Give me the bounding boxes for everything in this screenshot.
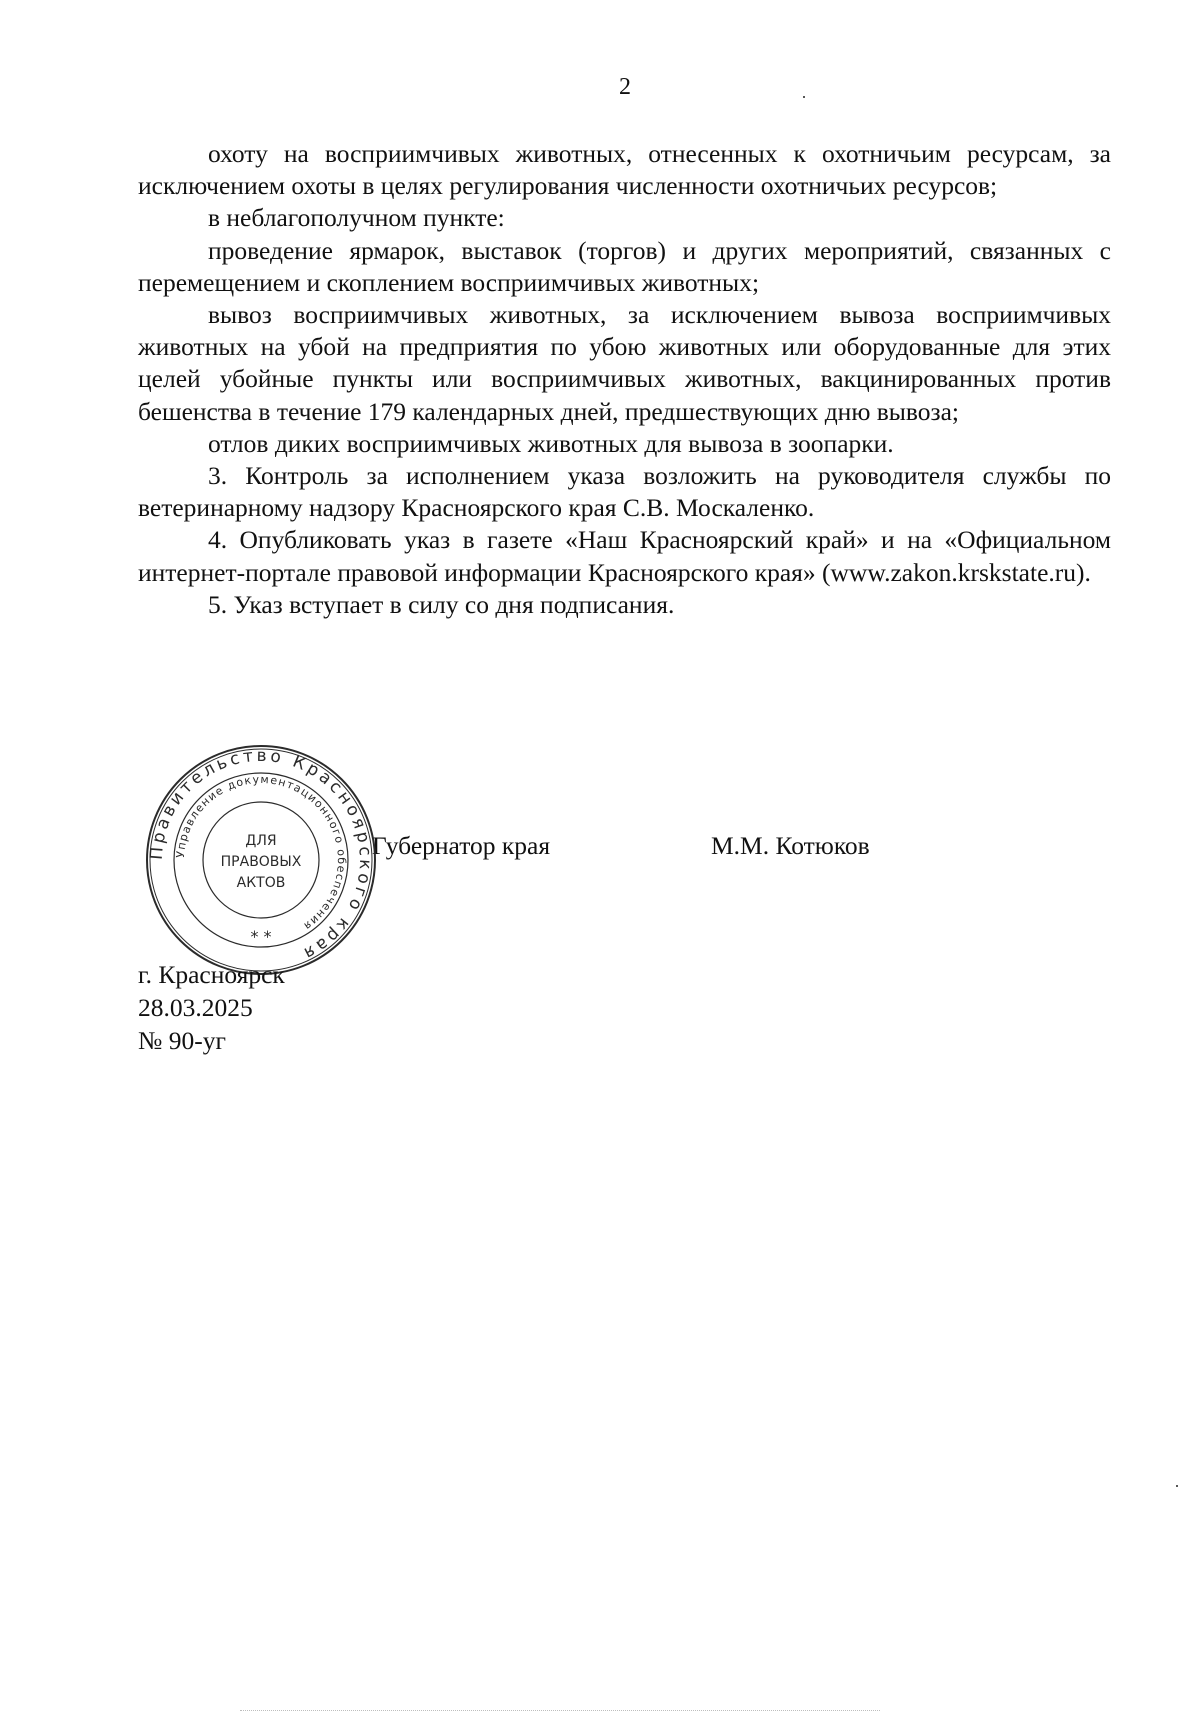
signer-position: Губернатор края	[372, 831, 551, 860]
paragraph: охоту на восприимчивых животных, отнесенных к охотничьим ресурсам, за исключением охоты в целях регулирования численности охотничьих ресурсов;	[138, 139, 1111, 201]
stamp-center-line: АКТОВ	[236, 875, 286, 891]
stamp-inner-text: Управление документационного обеспечения	[173, 772, 349, 934]
stamp-stars: * *	[250, 927, 272, 946]
page-number: 2	[619, 74, 631, 100]
paragraph: вывоз восприимчивых животных, за исключением вывоза восприимчивых животных на убой на предприятия по убою животных или оборудованные для этих целей убойные пункты или восприимчивых животных, вакцинированных против бешенства в течение 179 календарных дней, предшествующих дню вывоза;	[138, 300, 1111, 426]
scan-edge-line	[240, 1710, 880, 1711]
document-number: № 90-уг	[138, 1026, 226, 1055]
stamp-center-line: ДЛЯ	[245, 833, 277, 849]
document-body	[138, 138, 1111, 621]
paragraph: 5. Указ вступает в силу со дня подписания.	[208, 589, 675, 619]
scan-speck	[1176, 1485, 1178, 1487]
paragraph: проведение ярмарок, выставок (торгов) и других мероприятий, связанных с перемещением и скоплением восприимчивых животных;	[138, 235, 1111, 297]
issue-city: г. Красноярск	[138, 960, 285, 989]
signer-name: М.М. Котюков	[711, 831, 870, 860]
paragraph: отлов диких восприимчивых животных для вывоза в зоопарки.	[208, 428, 894, 458]
official-stamp	[143, 742, 379, 978]
document-footer	[138, 958, 285, 1057]
paragraph: 4. Опубликовать указ в газете «Наш Красноярский край» и на «Официальном интернет-портале правовой информации Красноярского края» (www.zakon.krskstate.ru).	[138, 525, 1111, 587]
paragraph: 3. Контроль за исполнением указа возложить на руководителя службы по ветеринарному надзору Красноярского края С.В. Москаленко.	[138, 461, 1111, 523]
stamp-outer-text: Правительство Красноярского края	[146, 745, 376, 965]
stamp-center-line: ПРАВОВЫХ	[220, 854, 302, 870]
paragraph: в неблагополучном пункте:	[208, 203, 505, 233]
scan-speck	[803, 96, 805, 98]
issue-date: 28.03.2025	[138, 993, 253, 1022]
